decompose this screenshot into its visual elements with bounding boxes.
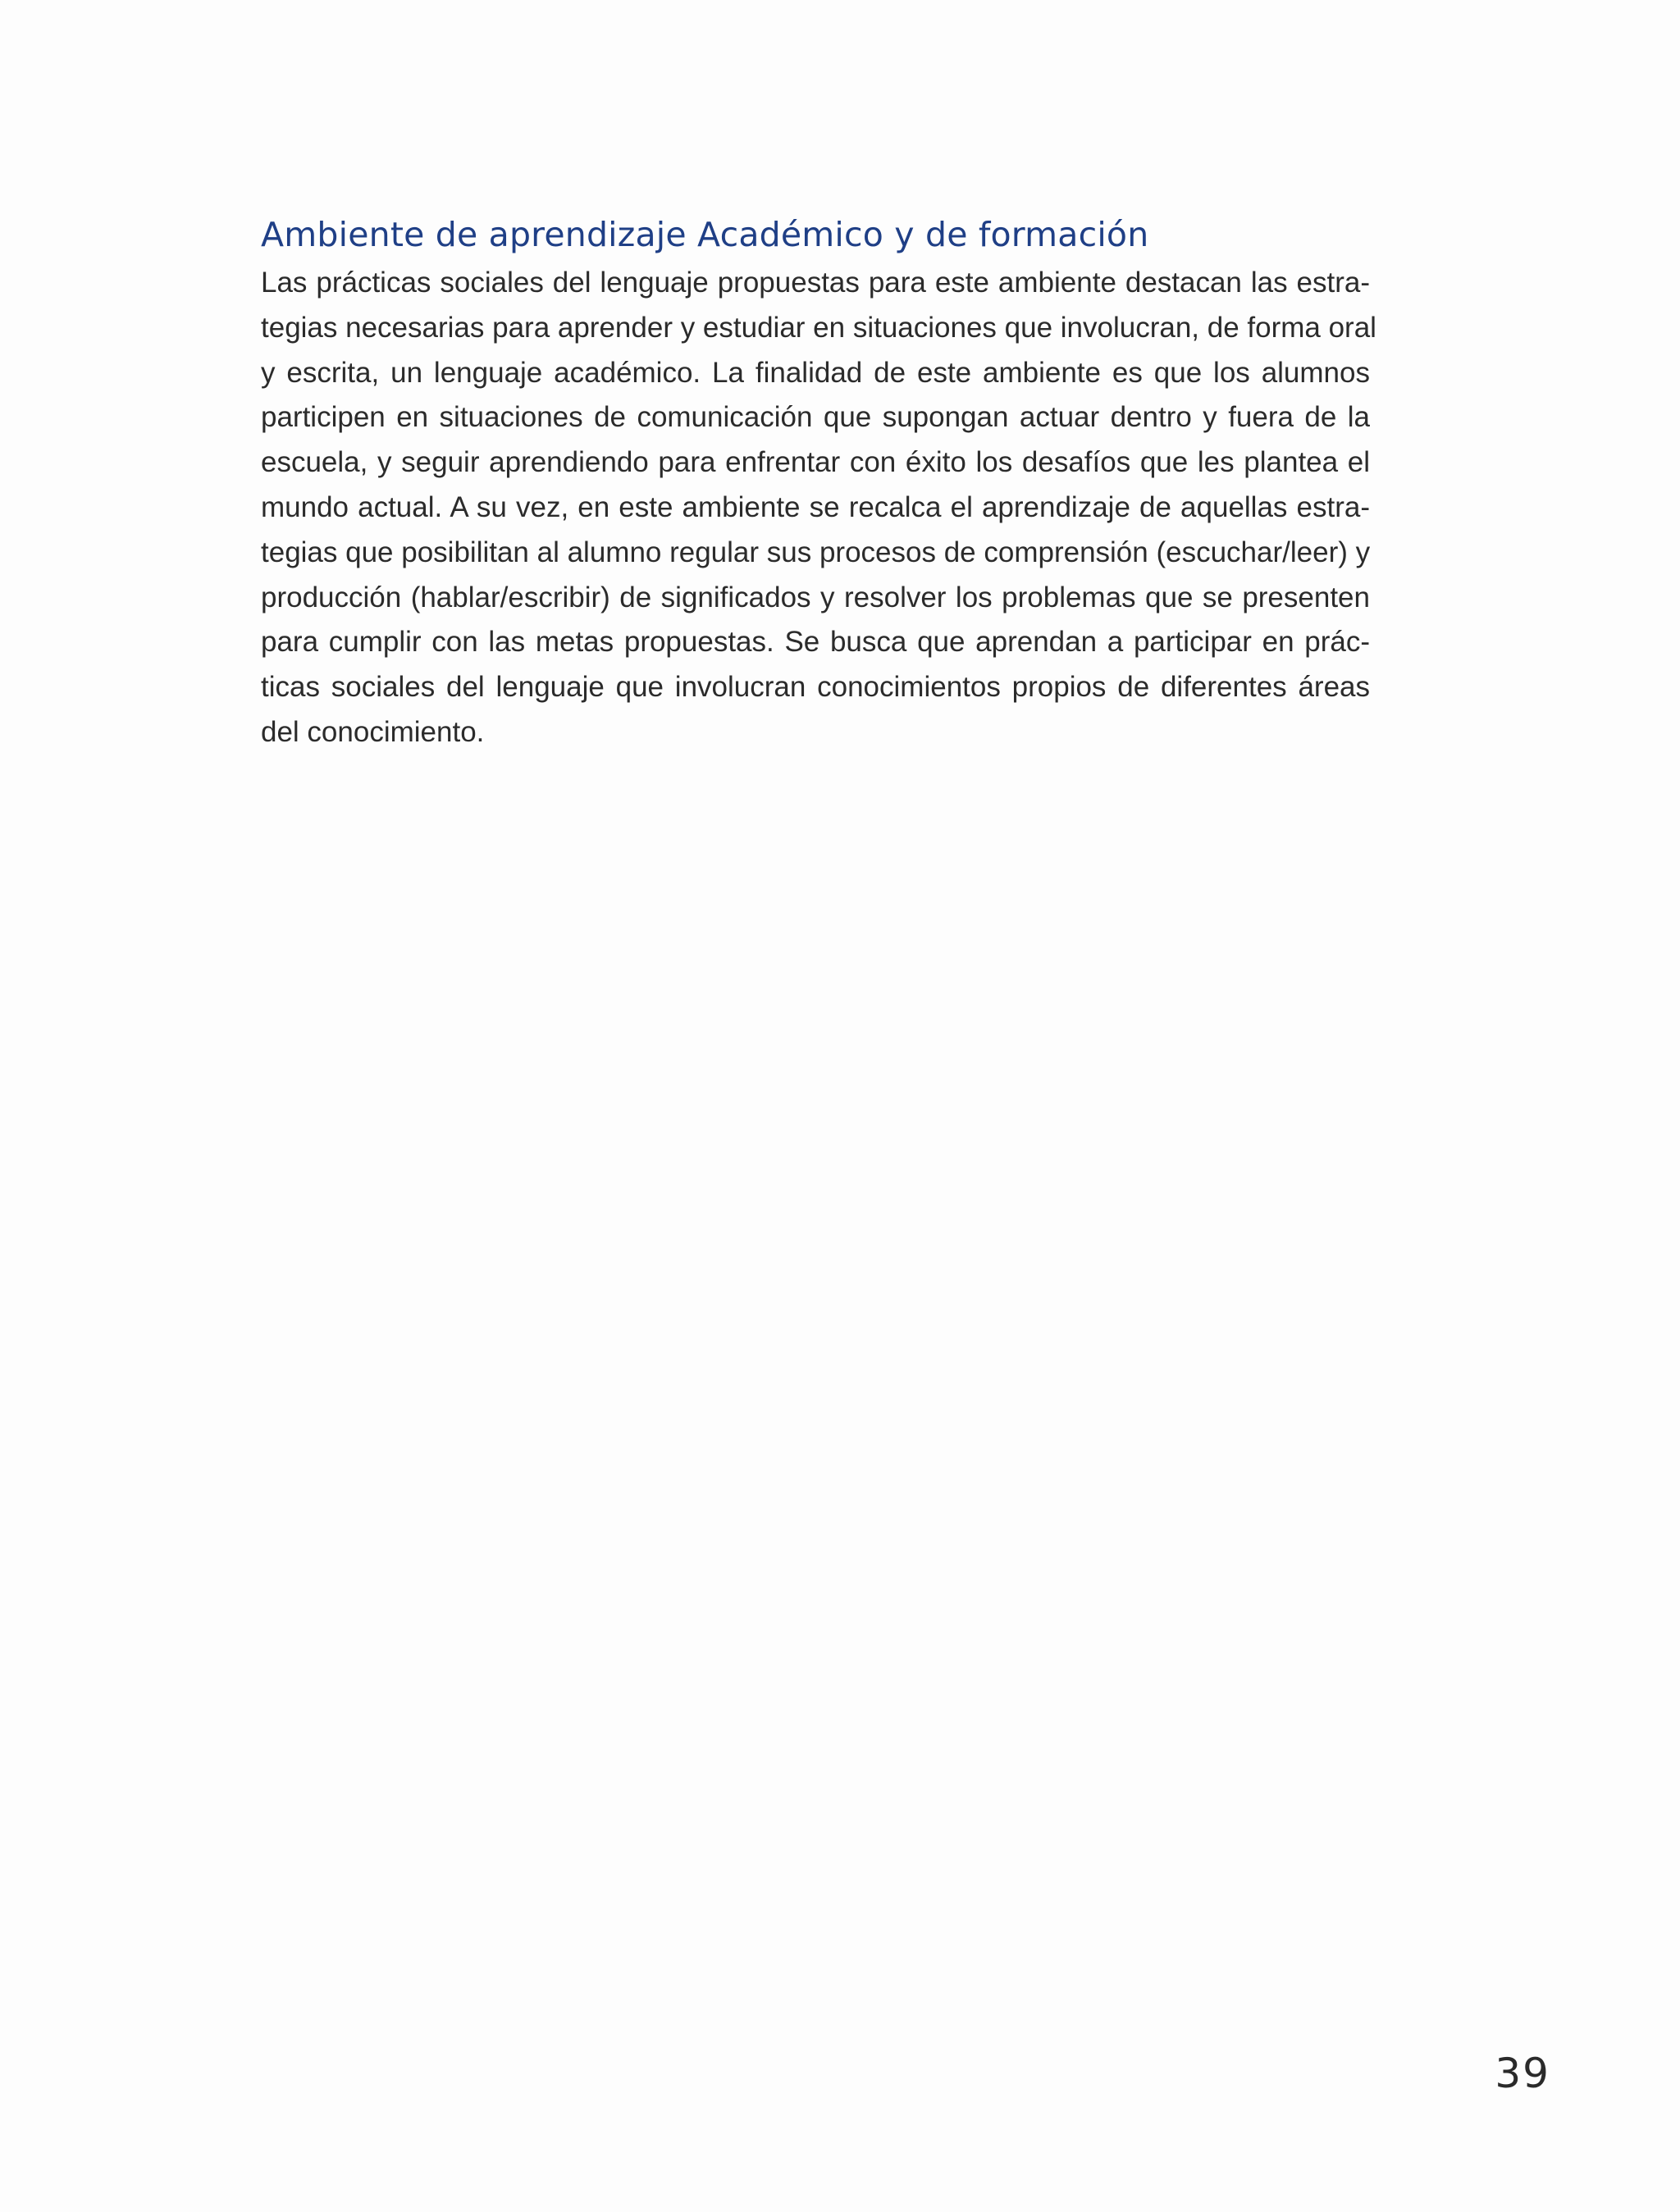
paragraph-line: ticas sociales del lenguaje que involucran conocimientos propios de diferentes áreas [261,671,1370,704]
section-paragraph [261,261,1376,755]
paragraph-line: escuela, y seguir aprendiendo para enfrentar con éxito los desafíos que les plantea el [261,446,1370,479]
paragraph-line: participen en situaciones de comunicación que supongan actuar dentro y fuera de la [261,401,1370,434]
paragraph-line: del conocimiento. [261,715,485,748]
paragraph-line: producción (hablar/escribir) de significados y resolver los problemas que se presenten [261,581,1370,613]
section-title: Ambiente de aprendizaje Académico y de formación [261,215,1149,254]
paragraph-line: tegias que posibilitan al alumno regular sus procesos de comprensión (escuchar/leer) y [261,536,1371,568]
paragraph-line: tegias necesarias para aprender y estudiar en situaciones que involucran, de forma oral [261,311,1376,344]
paragraph-line: mundo actual. A su vez, en este ambiente se recalca el aprendizaje de aquellas estra- [261,490,1370,523]
paragraph-line: y escrita, un lenguaje académico. La finalidad de este ambiente es que los alumnos [261,356,1370,389]
paragraph-line: para cumplir con las metas propuestas. Se busca que aprendan a participar en prác- [261,626,1370,659]
paragraph-line: Las prácticas sociales del lenguaje propuestas para este ambiente destacan las estra- [261,267,1370,299]
section-content [261,212,1376,755]
page-number: 39 [1495,2050,1550,2097]
